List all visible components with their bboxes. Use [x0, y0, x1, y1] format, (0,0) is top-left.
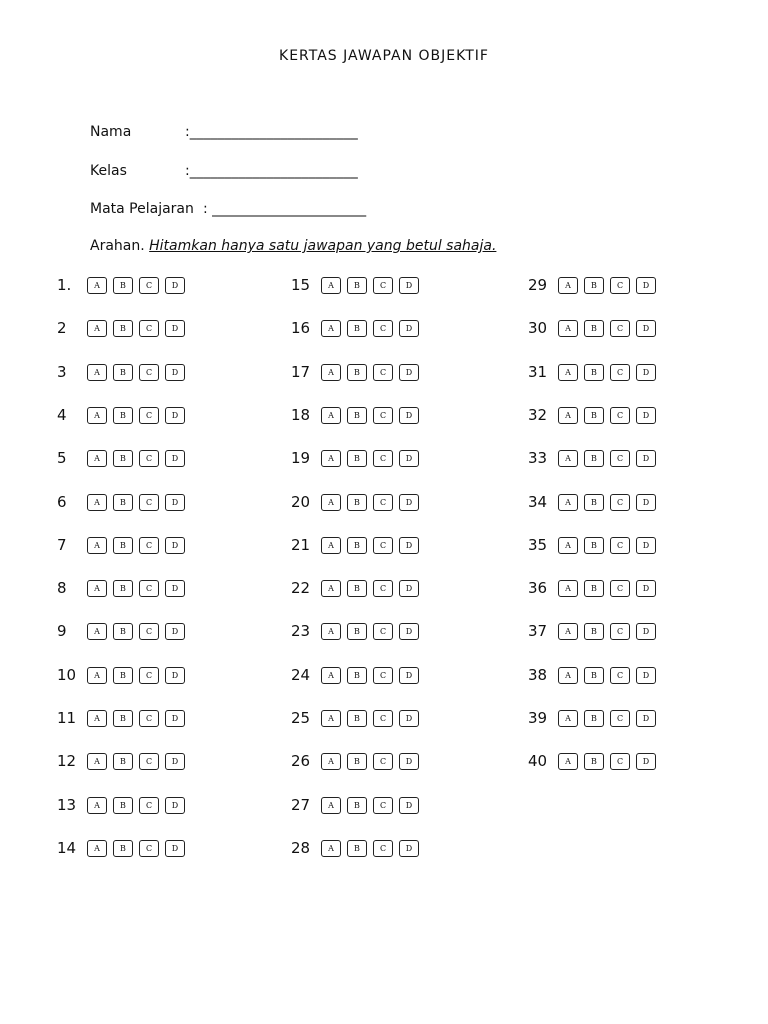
question-row [291, 707, 419, 729]
option-b-bubble[interactable]: B [347, 450, 367, 467]
option-c-bubble[interactable]: C [610, 320, 630, 337]
question-number: 15 [291, 276, 311, 294]
question-number: 23 [291, 622, 311, 640]
option-a-bubble[interactable]: A [321, 537, 341, 554]
option-c-bubble[interactable]: C [139, 320, 159, 337]
question-number: 3 [57, 363, 67, 381]
option-c-bubble[interactable]: C [373, 320, 393, 337]
option-b-bubble[interactable]: B [113, 450, 133, 467]
question-number: 8 [57, 579, 67, 597]
mata-pelajaran-line[interactable]: : ______________________ [203, 201, 367, 217]
question-row [57, 274, 185, 296]
question-row [57, 620, 185, 642]
option-c-bubble[interactable]: C [373, 277, 393, 294]
option-c-bubble[interactable]: C [139, 667, 159, 684]
question-row [291, 491, 419, 513]
option-c-bubble[interactable]: C [373, 494, 393, 511]
option-b-bubble[interactable]: B [584, 364, 604, 381]
question-row [528, 404, 656, 426]
option-b-bubble[interactable]: B [347, 407, 367, 424]
question-number: 34 [528, 493, 548, 511]
option-a-bubble[interactable]: A [558, 623, 578, 640]
option-b-bubble[interactable]: B [584, 753, 604, 770]
option-a-bubble[interactable]: A [321, 364, 341, 381]
question-number: 22 [291, 579, 311, 597]
option-a-bubble[interactable]: A [321, 407, 341, 424]
option-c-bubble[interactable]: C [139, 753, 159, 770]
option-d-bubble[interactable]: D [399, 277, 419, 294]
option-d-bubble[interactable]: D [165, 623, 185, 640]
option-d-bubble[interactable]: D [165, 753, 185, 770]
question-number: 27 [291, 796, 311, 814]
option-d-bubble[interactable]: D [399, 667, 419, 684]
option-d-bubble[interactable]: D [636, 364, 656, 381]
question-row [528, 664, 656, 686]
option-a-bubble[interactable]: A [87, 797, 107, 814]
option-c-bubble[interactable]: C [610, 407, 630, 424]
option-b-bubble[interactable]: B [113, 580, 133, 597]
option-d-bubble[interactable]: D [636, 407, 656, 424]
question-row [528, 707, 656, 729]
option-d-bubble[interactable]: D [399, 623, 419, 640]
question-row [528, 361, 656, 383]
option-b-bubble[interactable]: B [113, 623, 133, 640]
question-row [291, 750, 419, 772]
option-c-bubble[interactable]: C [139, 840, 159, 857]
option-c-bubble[interactable]: C [610, 580, 630, 597]
option-c-bubble[interactable]: C [610, 710, 630, 727]
option-b-bubble[interactable]: B [113, 494, 133, 511]
option-b-bubble[interactable]: B [584, 537, 604, 554]
option-a-bubble[interactable]: A [87, 753, 107, 770]
instruction [90, 238, 496, 254]
question-row [528, 447, 656, 469]
option-c-bubble[interactable]: C [610, 277, 630, 294]
option-d-bubble[interactable]: D [399, 797, 419, 814]
question-row [57, 577, 185, 599]
question-number: 40 [528, 752, 548, 770]
question-row [57, 534, 185, 556]
question-row [528, 491, 656, 513]
question-row [291, 361, 419, 383]
option-a-bubble[interactable]: A [558, 753, 578, 770]
question-number: 9 [57, 622, 67, 640]
question-number: 1. [57, 276, 72, 294]
question-number: 28 [291, 839, 311, 857]
option-c-bubble[interactable]: C [373, 753, 393, 770]
question-number: 14 [57, 839, 77, 857]
option-a-bubble[interactable]: A [321, 840, 341, 857]
option-c-bubble[interactable]: C [610, 450, 630, 467]
option-b-bubble[interactable]: B [584, 623, 604, 640]
question-number: 29 [528, 276, 548, 294]
option-a-bubble[interactable]: A [87, 840, 107, 857]
option-a-bubble[interactable]: A [558, 494, 578, 511]
option-b-bubble[interactable]: B [113, 667, 133, 684]
kelas-line[interactable]: :________________________ [185, 163, 358, 179]
option-b-bubble[interactable]: B [347, 320, 367, 337]
question-row [57, 491, 185, 513]
option-c-bubble[interactable]: C [610, 494, 630, 511]
option-c-bubble[interactable]: C [373, 450, 393, 467]
question-row [291, 534, 419, 556]
option-d-bubble[interactable]: D [165, 407, 185, 424]
option-a-bubble[interactable]: A [558, 407, 578, 424]
question-number: 39 [528, 709, 548, 727]
question-number: 2 [57, 319, 67, 337]
option-c-bubble[interactable]: C [139, 407, 159, 424]
option-b-bubble[interactable]: B [113, 320, 133, 337]
option-b-bubble[interactable]: B [347, 840, 367, 857]
option-c-bubble[interactable]: C [139, 364, 159, 381]
question-number: 31 [528, 363, 548, 381]
option-c-bubble[interactable]: C [610, 623, 630, 640]
option-a-bubble[interactable]: A [558, 277, 578, 294]
question-row [291, 837, 419, 859]
option-d-bubble[interactable]: D [165, 667, 185, 684]
question-number: 33 [528, 449, 548, 467]
option-a-bubble[interactable]: A [87, 537, 107, 554]
question-row [528, 317, 656, 339]
option-a-bubble[interactable]: A [321, 797, 341, 814]
option-b-bubble[interactable]: B [113, 407, 133, 424]
option-b-bubble[interactable]: B [347, 797, 367, 814]
option-c-bubble[interactable]: C [139, 277, 159, 294]
option-b-bubble[interactable]: B [113, 710, 133, 727]
option-b-bubble[interactable]: B [584, 710, 604, 727]
question-number: 19 [291, 449, 311, 467]
option-d-bubble[interactable]: D [399, 450, 419, 467]
option-a-bubble[interactable]: A [87, 364, 107, 381]
question-number: 35 [528, 536, 548, 554]
option-d-bubble[interactable]: D [399, 364, 419, 381]
mata-pelajaran-label: Mata Pelajaran [90, 201, 194, 217]
option-d-bubble[interactable]: D [165, 364, 185, 381]
option-a-bubble[interactable]: A [87, 623, 107, 640]
option-c-bubble[interactable]: C [139, 450, 159, 467]
option-b-bubble[interactable]: B [113, 537, 133, 554]
question-number: 7 [57, 536, 67, 554]
option-d-bubble[interactable]: D [165, 320, 185, 337]
option-b-bubble[interactable]: B [347, 667, 367, 684]
option-a-bubble[interactable]: A [87, 667, 107, 684]
option-a-bubble[interactable]: A [87, 277, 107, 294]
question-row [57, 707, 185, 729]
option-b-bubble[interactable]: B [347, 277, 367, 294]
kelas-field[interactable] [90, 163, 358, 179]
question-number: 17 [291, 363, 311, 381]
question-number: 25 [291, 709, 311, 727]
option-a-bubble[interactable]: A [558, 364, 578, 381]
option-d-bubble[interactable]: D [399, 710, 419, 727]
question-row [57, 447, 185, 469]
option-a-bubble[interactable]: A [558, 537, 578, 554]
option-d-bubble[interactable]: D [165, 580, 185, 597]
option-c-bubble[interactable]: C [139, 494, 159, 511]
option-b-bubble[interactable]: B [584, 407, 604, 424]
option-d-bubble[interactable]: D [399, 494, 419, 511]
option-d-bubble[interactable]: D [636, 450, 656, 467]
option-c-bubble[interactable]: C [139, 623, 159, 640]
option-c-bubble[interactable]: C [139, 580, 159, 597]
option-d-bubble[interactable]: D [399, 840, 419, 857]
question-row [57, 361, 185, 383]
option-b-bubble[interactable]: B [113, 840, 133, 857]
question-number: 11 [57, 709, 77, 727]
option-d-bubble[interactable]: D [399, 320, 419, 337]
option-b-bubble[interactable]: B [584, 320, 604, 337]
nama-label: Nama [90, 124, 132, 140]
option-a-bubble[interactable]: A [321, 667, 341, 684]
question-number: 36 [528, 579, 548, 597]
option-c-bubble[interactable]: C [373, 667, 393, 684]
question-number: 10 [57, 666, 77, 684]
option-d-bubble[interactable]: D [399, 753, 419, 770]
option-d-bubble[interactable]: D [165, 494, 185, 511]
option-b-bubble[interactable]: B [113, 753, 133, 770]
question-row [57, 664, 185, 686]
question-row [528, 620, 656, 642]
option-d-bubble[interactable]: D [165, 840, 185, 857]
question-row [57, 794, 185, 816]
option-c-bubble[interactable]: C [139, 537, 159, 554]
option-b-bubble[interactable]: B [347, 364, 367, 381]
question-row [291, 404, 419, 426]
option-a-bubble[interactable]: A [321, 277, 341, 294]
option-c-bubble[interactable]: C [373, 623, 393, 640]
question-number: 26 [291, 752, 311, 770]
question-row [291, 794, 419, 816]
option-d-bubble[interactable]: D [399, 580, 419, 597]
option-d-bubble[interactable]: D [636, 494, 656, 511]
option-c-bubble[interactable]: C [610, 364, 630, 381]
question-row [291, 317, 419, 339]
question-row [57, 750, 185, 772]
option-b-bubble[interactable]: B [584, 667, 604, 684]
option-c-bubble[interactable]: C [373, 840, 393, 857]
question-row [528, 750, 656, 772]
option-b-bubble[interactable]: B [347, 580, 367, 597]
option-b-bubble[interactable]: B [113, 277, 133, 294]
option-a-bubble[interactable]: A [87, 580, 107, 597]
option-d-bubble[interactable]: D [399, 537, 419, 554]
question-number: 21 [291, 536, 311, 554]
option-c-bubble[interactable]: C [373, 364, 393, 381]
question-number: 16 [291, 319, 311, 337]
question-row [291, 274, 419, 296]
question-row [291, 447, 419, 469]
option-a-bubble[interactable]: A [87, 710, 107, 727]
option-b-bubble[interactable]: B [347, 753, 367, 770]
option-a-bubble[interactable]: A [558, 710, 578, 727]
question-row [291, 664, 419, 686]
question-number: 18 [291, 406, 311, 424]
option-c-bubble[interactable]: C [373, 537, 393, 554]
option-b-bubble[interactable]: B [113, 797, 133, 814]
option-d-bubble[interactable]: D [165, 450, 185, 467]
option-b-bubble[interactable]: B [584, 580, 604, 597]
option-a-bubble[interactable]: A [558, 450, 578, 467]
option-b-bubble[interactable]: B [584, 450, 604, 467]
option-d-bubble[interactable]: D [636, 277, 656, 294]
option-a-bubble[interactable]: A [321, 450, 341, 467]
option-a-bubble[interactable]: A [321, 494, 341, 511]
option-b-bubble[interactable]: B [584, 494, 604, 511]
question-number: 24 [291, 666, 311, 684]
option-a-bubble[interactable]: A [558, 667, 578, 684]
question-number: 20 [291, 493, 311, 511]
option-a-bubble[interactable]: A [558, 580, 578, 597]
option-c-bubble[interactable]: C [373, 710, 393, 727]
nama-line[interactable]: :________________________ [185, 124, 358, 140]
option-c-bubble[interactable]: C [373, 580, 393, 597]
question-row [291, 620, 419, 642]
option-c-bubble[interactable]: C [373, 797, 393, 814]
question-number: 12 [57, 752, 77, 770]
option-a-bubble[interactable]: A [321, 623, 341, 640]
option-c-bubble[interactable]: C [610, 753, 630, 770]
option-d-bubble[interactable]: D [165, 797, 185, 814]
option-d-bubble[interactable]: D [165, 277, 185, 294]
option-a-bubble[interactable]: A [321, 580, 341, 597]
option-b-bubble[interactable]: B [347, 537, 367, 554]
mata-pelajaran-field[interactable] [90, 201, 367, 217]
question-number: 38 [528, 666, 548, 684]
option-b-bubble[interactable]: B [347, 710, 367, 727]
question-row [57, 317, 185, 339]
question-number: 37 [528, 622, 548, 640]
option-a-bubble[interactable]: A [321, 320, 341, 337]
option-d-bubble[interactable]: D [165, 537, 185, 554]
option-d-bubble[interactable]: D [636, 623, 656, 640]
question-row [291, 577, 419, 599]
question-number: 32 [528, 406, 548, 424]
question-row [528, 274, 656, 296]
option-a-bubble[interactable]: A [87, 407, 107, 424]
option-d-bubble[interactable]: D [636, 580, 656, 597]
question-number: 6 [57, 493, 67, 511]
option-d-bubble[interactable]: D [636, 320, 656, 337]
option-b-bubble[interactable]: B [347, 494, 367, 511]
option-b-bubble[interactable]: B [347, 623, 367, 640]
page-title: KERTAS JAWAPAN OBJEKTIF [279, 48, 489, 64]
option-b-bubble[interactable]: B [113, 364, 133, 381]
question-row [57, 404, 185, 426]
option-c-bubble[interactable]: C [610, 537, 630, 554]
option-d-bubble[interactable]: D [636, 537, 656, 554]
option-a-bubble[interactable]: A [87, 450, 107, 467]
option-d-bubble[interactable]: D [165, 710, 185, 727]
option-d-bubble[interactable]: D [636, 667, 656, 684]
option-d-bubble[interactable]: D [636, 753, 656, 770]
question-row [57, 837, 185, 859]
option-c-bubble[interactable]: C [139, 710, 159, 727]
question-number: 13 [57, 796, 77, 814]
instruction-prefix: Arahan. [90, 238, 145, 254]
option-d-bubble[interactable]: D [399, 407, 419, 424]
question-number: 4 [57, 406, 67, 424]
option-a-bubble[interactable]: A [87, 494, 107, 511]
option-a-bubble[interactable]: A [558, 320, 578, 337]
question-number: 5 [57, 449, 67, 467]
question-row [528, 577, 656, 599]
option-d-bubble[interactable]: D [636, 710, 656, 727]
option-b-bubble[interactable]: B [584, 277, 604, 294]
option-a-bubble[interactable]: A [87, 320, 107, 337]
instruction-text: Hitamkan hanya satu jawapan yang betul sahaja. [149, 238, 497, 254]
option-a-bubble[interactable]: A [321, 753, 341, 770]
option-c-bubble[interactable]: C [373, 407, 393, 424]
nama-field[interactable] [90, 124, 358, 140]
option-c-bubble[interactable]: C [139, 797, 159, 814]
option-c-bubble[interactable]: C [610, 667, 630, 684]
question-number: 30 [528, 319, 548, 337]
option-a-bubble[interactable]: A [321, 710, 341, 727]
question-row [528, 534, 656, 556]
kelas-label: Kelas [90, 163, 127, 179]
